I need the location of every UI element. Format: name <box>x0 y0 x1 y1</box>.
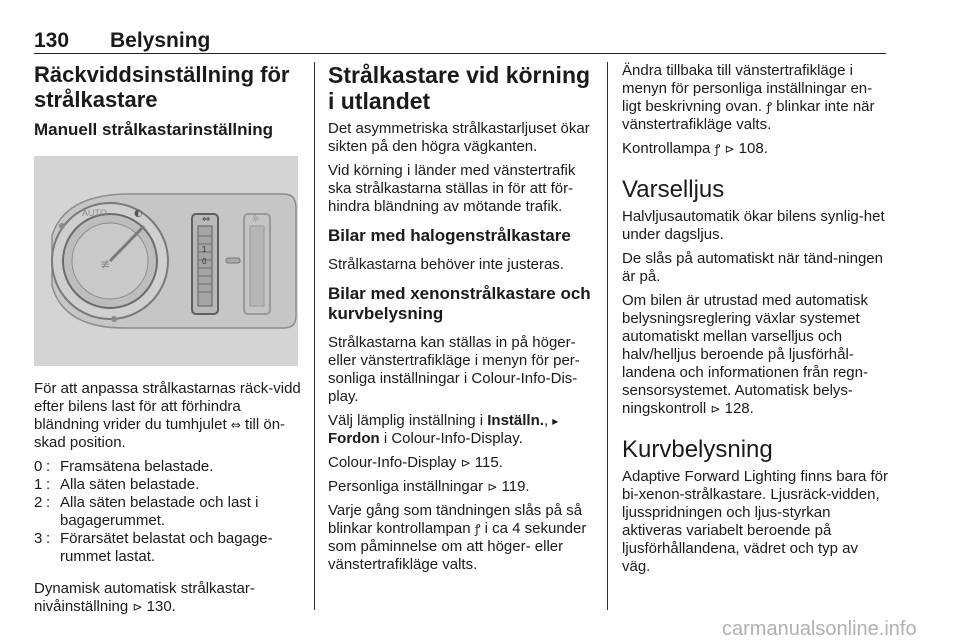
menu-item-settings: Inställn. <box>487 412 544 429</box>
list-item <box>34 494 302 530</box>
paragraph-reference <box>622 140 890 158</box>
watermark: carmanualsonline.info <box>722 618 917 640</box>
paragraph-reference <box>328 478 592 496</box>
svg-text:⇔: ⇔ <box>202 214 211 225</box>
svg-text:◐: ◐ <box>134 208 143 219</box>
paragraph-text: Dynamisk automatisk strålkastar-nivåinställning <box>34 580 255 615</box>
section-title: Strålkastare vid körning i utlandet <box>328 62 591 114</box>
list-item <box>34 476 302 494</box>
list-item <box>34 458 302 476</box>
header-divider <box>34 53 886 54</box>
column-2 <box>328 62 592 574</box>
page-reference[interactable]: 130. <box>146 598 176 615</box>
paragraph-dynamic-leveling <box>34 580 302 616</box>
list-number: 3 <box>34 530 43 547</box>
list-separator: : <box>46 476 51 493</box>
paragraph-reference <box>622 292 890 418</box>
list-text: Alla säten belastade. <box>60 476 200 493</box>
paragraph: Adaptive Forward Lighting finns bara för bi-xenon-strålkastare. Ljusräck-vidden, ljusspridningen och ljus-styrkan aktiveras variabelt beroende på ljusförhållandena, vädret och typ av väg. <box>622 468 888 575</box>
column-divider-1 <box>314 62 315 610</box>
column-divider-2 <box>607 62 608 610</box>
subsection-title: Bilar med xenonstrålkastare och kurvbelysning <box>328 284 591 323</box>
paragraph: Det asymmetriska strålkastarljuset ökar sikten på den högra vägkanten. <box>328 120 590 155</box>
list-text: Framsätena belastade. <box>60 458 214 475</box>
page-reference-icon: ⊳ <box>487 480 498 494</box>
page-reference-icon: ⊳ <box>710 402 721 416</box>
list-number: 2 <box>34 494 43 511</box>
paragraph: Strålkastarna kan ställas in på höger- eller vänstertrafikläge i menyn för per-sonliga inställningar i Colour-Info-Dis-play. <box>328 334 580 405</box>
paragraph: Halvljusautomatik ökar bilens synlig-het under dagsljus. <box>622 208 885 243</box>
page-reference-icon: ⊳ <box>460 456 471 470</box>
paragraph-thumbwheel <box>34 380 302 452</box>
wheel-mark-0: 0 <box>202 257 207 266</box>
paragraph-text: Personliga inställningar <box>328 478 484 495</box>
paragraph: Strålkastarna behöver inte justeras. <box>328 256 564 273</box>
section-title: Räckviddsinställning för strålkastare <box>34 62 290 112</box>
list-text: Alla säten belastade och last i bagagerummet. <box>60 494 259 529</box>
column-1 <box>34 62 302 616</box>
paragraph-text: till ön-skad position. <box>34 416 286 451</box>
paragraph: De slås på automatiskt när tänd-ningen är på. <box>622 250 883 285</box>
knob-auto-label: AUTO <box>82 208 107 218</box>
section-title: Varselljus <box>622 176 725 203</box>
paragraph-text: Ändra tillbaka till vänstertrafikläge i menyn för personliga inställningar en-ligt beskrivning ovan. <box>622 62 873 115</box>
list-text: Förarsätet belastat och bagage-rummet lastat. <box>60 530 273 565</box>
paragraph-indicator <box>328 502 592 574</box>
list-number: 0 <box>34 458 43 475</box>
section-title: Kurvbelysning <box>622 436 773 463</box>
page-header <box>34 27 886 53</box>
list-item <box>34 530 302 566</box>
paragraph-text: Välj lämplig inställning i <box>328 412 484 429</box>
page-reference[interactable]: 115. <box>474 454 503 471</box>
page-reference[interactable]: 119. <box>501 478 530 495</box>
paragraph-text: i Colour-Info-Display. <box>383 430 523 447</box>
list-separator: : <box>46 494 51 511</box>
paragraph-reference <box>328 454 592 472</box>
menu-item-vehicle: Fordon <box>328 430 380 447</box>
play-arrow-icon: ▸ <box>552 414 559 428</box>
paragraph-text: Kontrollampa <box>622 140 711 157</box>
load-position-list <box>34 458 302 566</box>
svg-text:≢: ≢ <box>100 257 111 271</box>
page-number: 130 <box>34 29 70 52</box>
paragraph-text: Om bilen är utrustad med automatisk belysningsreglering växlar systemet automatiskt mellan varselljus och halv/helljus beroende på ljusförhål-landena och informationen från regn-sensorsystemet. Automatisk belys-ningskontroll <box>622 292 868 417</box>
page-reference[interactable]: 108. <box>738 140 768 157</box>
page-reference-icon: ⊳ <box>132 600 143 614</box>
list-separator: : <box>46 530 51 547</box>
paragraph: Vid körning i länder med vänstertrafik ska strålkastarna ställas in för att för-hindra bländning av mötande trafik. <box>328 162 576 215</box>
lamp-icon: ꝭ <box>714 142 721 156</box>
paragraph-indicator <box>622 62 890 134</box>
paragraph-text: För att anpassa strålkastarnas räck-vidd efter bilens last för att förhindra bländning vrider du tumhjulet <box>34 380 301 433</box>
lamp-icon: ꝭ <box>766 100 772 114</box>
light-switch-illustration <box>34 156 298 366</box>
section-subtitle: Manuell strålkastarinställning <box>34 120 274 139</box>
page-reference-icon: ⊳ <box>724 142 735 156</box>
wheel-mark-1: 1 <box>202 245 207 254</box>
list-number: 1 <box>34 476 43 493</box>
page-reference[interactable]: 128. <box>724 400 754 417</box>
svg-text:☼: ☼ <box>251 214 260 225</box>
paragraph-menu-path: Välj lämplig inställning i Inställn., ▸ Fordon i Colour-Info-Display. <box>328 412 559 447</box>
headlight-switch-figure <box>34 156 298 366</box>
column-3 <box>622 62 890 576</box>
paragraph-text: blinkar inte när vänstertrafikläge valts. <box>622 98 875 133</box>
subsection-title: Bilar med halogenstrålkastare <box>328 226 571 245</box>
paragraph-text: Colour-Info-Display <box>328 454 457 471</box>
thumbwheel-icon: ⇔ <box>230 418 241 432</box>
chapter-title: Belysning <box>110 29 211 52</box>
lamp-icon: ꝭ <box>474 522 481 536</box>
paragraph-text: i ca 4 sekunder som påminnelse om att höger- eller vänstertrafikläge valts. <box>328 520 587 573</box>
list-separator: : <box>46 458 51 475</box>
paragraph-text: Varje gång som tändningen slås på så blinkar kontrollampan <box>328 502 583 537</box>
